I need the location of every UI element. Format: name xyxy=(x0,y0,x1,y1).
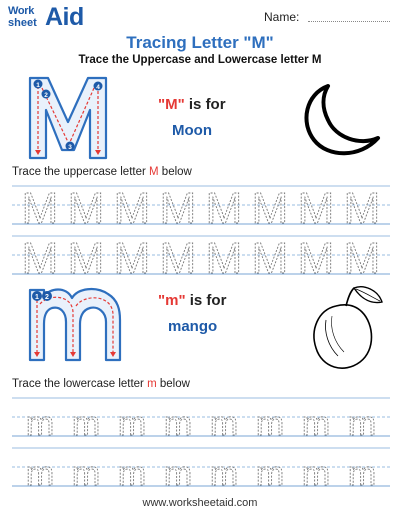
trace-letter[interactable]: m xyxy=(71,455,101,492)
trace-letter[interactable]: M xyxy=(205,184,243,233)
moon-image xyxy=(298,80,390,160)
trace-letter[interactable]: m xyxy=(347,455,377,492)
uppercase-instruction xyxy=(12,166,192,178)
trace-letter[interactable]: M xyxy=(159,184,197,233)
trace-letter[interactable]: m xyxy=(163,405,193,443)
stroke-number: 2 xyxy=(45,294,49,301)
mango-stem xyxy=(346,288,354,306)
uppercase-is-for xyxy=(158,96,226,113)
trace-letter[interactable]: m xyxy=(25,405,55,443)
trace-letter[interactable]: M xyxy=(297,184,335,233)
trace-letter[interactable]: m xyxy=(117,455,147,492)
trace-letter[interactable]: m xyxy=(255,405,285,443)
trace-letter[interactable]: M xyxy=(343,184,381,233)
trace-letter[interactable]: m xyxy=(71,405,101,443)
trace-letter[interactable]: M xyxy=(251,234,289,280)
trace-letter[interactable]: m xyxy=(209,405,239,443)
mango-body xyxy=(314,305,371,368)
trace-letter[interactable]: m xyxy=(209,455,239,492)
moon-outline xyxy=(306,86,378,153)
name-label: Name: xyxy=(264,10,300,24)
stroke-number: 3 xyxy=(68,144,72,151)
trace-letter[interactable]: M xyxy=(297,234,335,280)
trace-letter[interactable]: m xyxy=(301,455,331,492)
trace-letter[interactable]: M xyxy=(113,234,151,280)
lowercase-m-outline xyxy=(30,289,120,360)
page-subtitle: Trace the Uppercase and Lowercase letter M xyxy=(78,54,322,66)
uppercase-word: Moon xyxy=(172,122,212,139)
trace-letter[interactable]: m xyxy=(347,405,377,443)
instruction-letter: m xyxy=(147,378,157,390)
page-title: Tracing Letter "M" xyxy=(126,33,274,52)
instruction-text: Trace the lowercase letter xyxy=(12,378,148,390)
lowercase-instruction xyxy=(12,378,190,390)
instruction-text: below xyxy=(158,166,192,178)
footer-url: www.worksheetaid.com xyxy=(142,497,258,509)
trace-letter[interactable]: M xyxy=(67,234,105,280)
lowercase-word: mango xyxy=(168,318,218,335)
trace-letter[interactable]: M xyxy=(21,184,59,233)
logo-word-sheet: sheet xyxy=(8,17,37,29)
trace-letter[interactable]: m xyxy=(301,405,331,443)
lowercase-m-model xyxy=(22,284,130,364)
lowercase-quote: "m" xyxy=(158,292,186,309)
is-for-text: is for xyxy=(185,292,227,309)
trace-letter[interactable]: m xyxy=(25,455,55,492)
uppercase-tracing-area[interactable] xyxy=(0,180,400,280)
stroke-number: 2 xyxy=(44,92,48,99)
stroke-number: 4 xyxy=(96,84,100,91)
trace-letter[interactable]: M xyxy=(113,184,151,233)
logo-word-work: Work xyxy=(8,5,35,17)
mango-image xyxy=(306,280,386,376)
uppercase-quote: "M" xyxy=(158,96,185,113)
trace-letter[interactable]: m xyxy=(255,455,285,492)
lowercase-tracing-area[interactable] xyxy=(0,392,400,492)
lowercase-is-for xyxy=(158,292,226,309)
trace-letter[interactable]: M xyxy=(21,234,59,280)
trace-letter[interactable]: M xyxy=(205,234,243,280)
instruction-text: below xyxy=(156,378,190,390)
stroke-number: 1 xyxy=(35,294,39,301)
instruction-letter: M xyxy=(149,166,159,178)
trace-letter[interactable]: m xyxy=(163,455,193,492)
trace-letter[interactable]: M xyxy=(67,184,105,233)
stroke-number: 1 xyxy=(36,82,40,89)
uppercase-m-model xyxy=(24,74,112,162)
trace-letter[interactable]: M xyxy=(343,234,381,280)
logo-word-aid: Aid xyxy=(45,3,84,31)
trace-letter[interactable]: m xyxy=(117,405,147,443)
name-field-line[interactable] xyxy=(308,21,390,22)
trace-letter[interactable]: M xyxy=(159,234,197,280)
instruction-text: Trace the uppercase letter xyxy=(12,166,150,178)
is-for-text: is for xyxy=(184,96,226,113)
trace-letter[interactable]: M xyxy=(251,184,289,233)
